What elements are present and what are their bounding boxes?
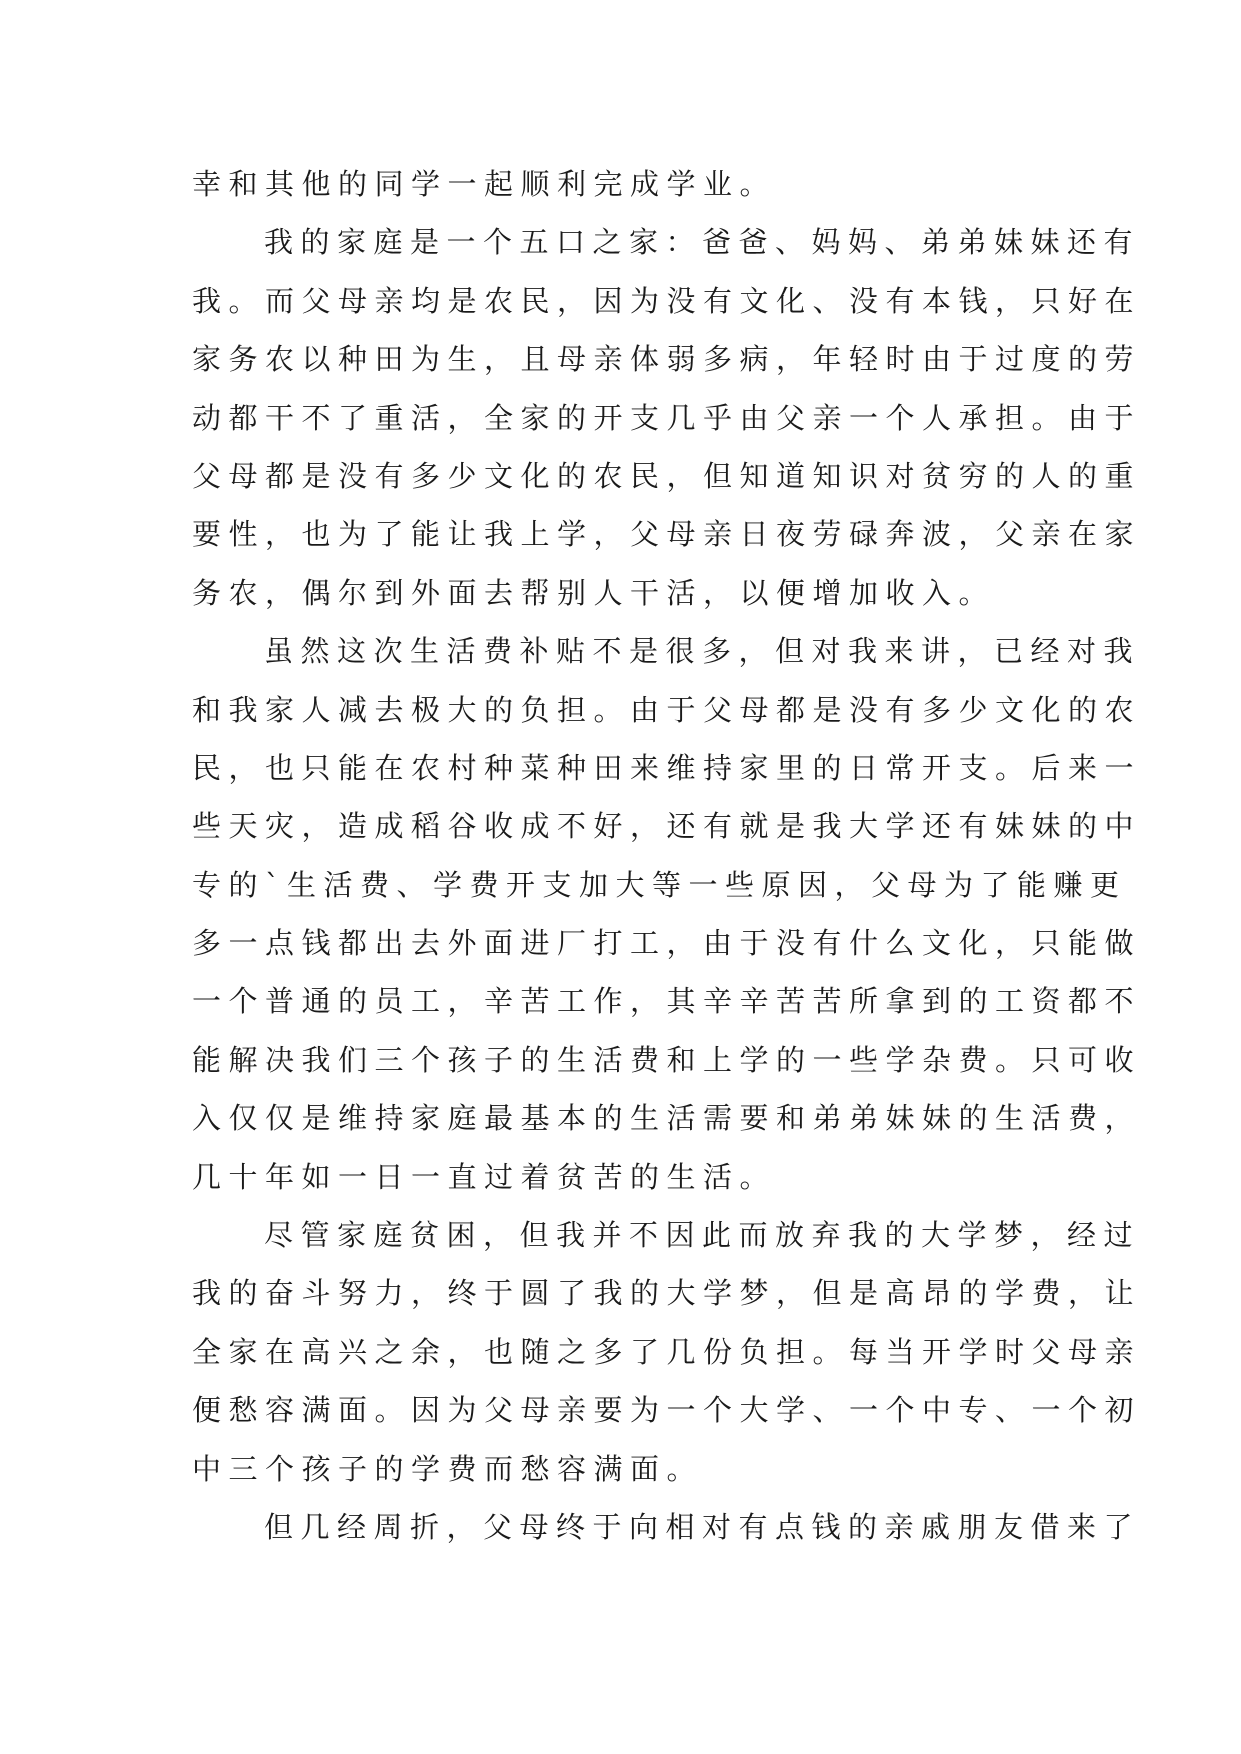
text-line: 些天灾，造成稻谷收成不好，还有就是我大学还有妹妹的中 [192, 809, 1142, 844]
paragraph-first-line: 尽管家庭贫困，但我并不因此而放弃我的大学梦，经过 [264, 1218, 1141, 1253]
text-line: 几十年如一日一直过着贫苦的生活。 [192, 1159, 777, 1194]
text-line: 要性，也为了能让我上学，父母亲日夜劳碌奔波，父亲在家 [192, 517, 1142, 552]
document-body [192, 155, 1142, 1556]
text-line: 我。而父母亲均是农民，因为没有文化、没有本钱，只好在 [192, 283, 1142, 318]
paragraph-first-line: 但几经周折，父母终于向相对有点钱的亲戚朋友借来了 [264, 1509, 1141, 1544]
text-line: 能解决我们三个孩子的生活费和上学的一些学杂费。只可收 [192, 1042, 1142, 1077]
text-line: 民，也只能在农村种菜种田来维持家里的日常开支。后来一 [192, 750, 1142, 785]
text-line: 和我家人减去极大的负担。由于父母都是没有多少文化的农 [192, 692, 1142, 727]
paragraph-first-line: 我的家庭是一个五口之家：爸爸、妈妈、弟弟妹妹还有 [264, 225, 1141, 260]
text-line: 父母都是没有多少文化的农民，但知道知识对贫穷的人的重 [192, 458, 1142, 493]
text-line: 幸和其他的同学一起顺利完成学业。 [192, 167, 777, 201]
text-line: 全家在高兴之余，也随之多了几份负担。每当开学时父母亲 [192, 1334, 1142, 1369]
text-line: 动都干不了重活，全家的开支几乎由父亲一个人承担。由于 [192, 400, 1142, 435]
text-line: 务农，偶尔到外面去帮别人干活，以便增加收入。 [192, 575, 996, 610]
text-line: 入仅仅是维持家庭最基本的生活需要和弟弟妹妹的生活费， [192, 1101, 1142, 1136]
text-line: 专的`生活费、学费开支加大等一些原因，父母为了能赚更 [192, 867, 1127, 902]
text-line: 多一点钱都出去外面进厂打工，由于没有什么文化，只能做 [192, 926, 1142, 961]
text-line: 一个普通的员工，辛苦工作，其辛辛苦苦所拿到的工资都不 [192, 984, 1142, 1019]
text-line: 我的奋斗努力，终于圆了我的大学梦，但是高昂的学费，让 [192, 1276, 1142, 1311]
text-line: 家务农以种田为生，且母亲体弱多病，年轻时由于过度的劳 [192, 342, 1142, 377]
paragraph-first-line: 虽然这次生活费补贴不是很多，但对我来讲，已经对我 [264, 634, 1141, 669]
text-line: 便愁容满面。因为父母亲要为一个大学、一个中专、一个初 [192, 1393, 1142, 1428]
text-line: 中三个孩子的学费而愁容满面。 [192, 1451, 704, 1486]
